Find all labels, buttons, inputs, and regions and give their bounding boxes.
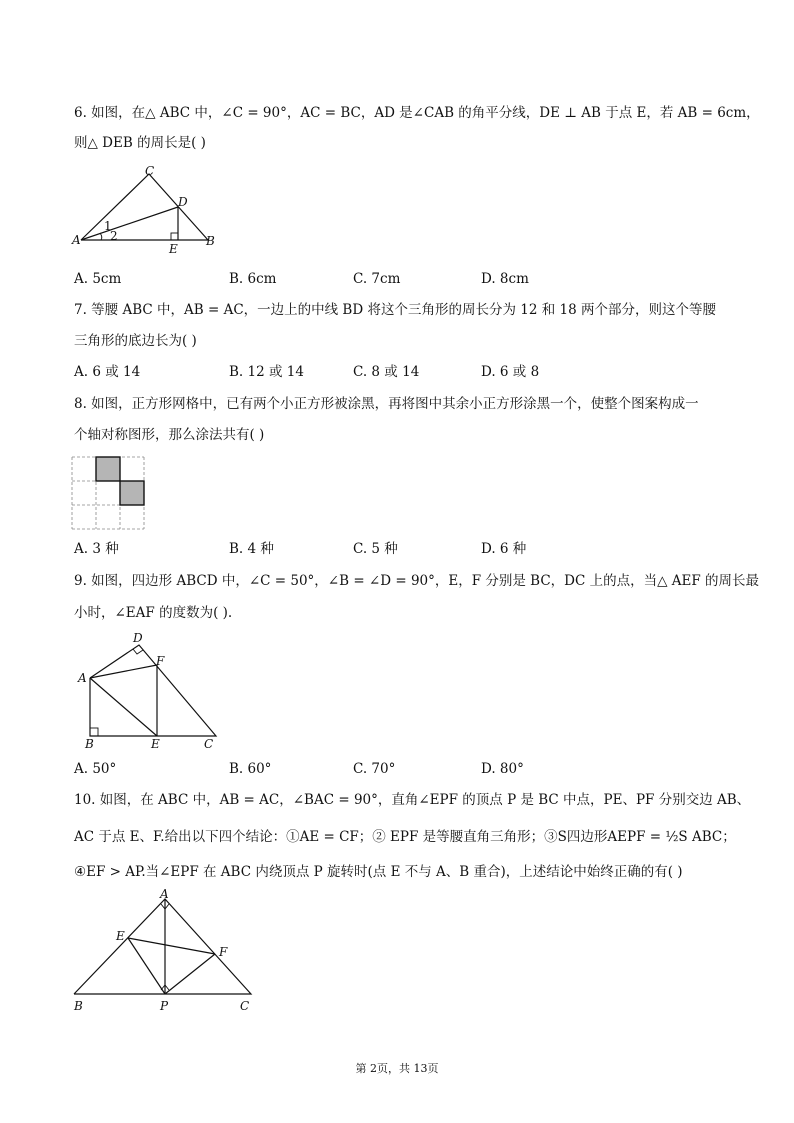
q6-stem-line1: 6. 如图，在△ ABC 中，∠C = 90°，AC = BC，AD 是∠CAB 的角平分线，DE ⊥ AB 于点 E，若 AB = 6cm， bbox=[74, 105, 760, 121]
q6-label-angle2: 2 bbox=[110, 229, 118, 243]
q6-label-C: C bbox=[145, 164, 155, 178]
q6-label-D: D bbox=[178, 195, 188, 209]
q6-label-B: B bbox=[206, 234, 215, 248]
q10-label-B: B bbox=[74, 999, 83, 1013]
q6-option-a[interactable]: A. 5cm bbox=[74, 271, 122, 287]
q9-label-E: E bbox=[151, 737, 160, 751]
q6-option-c[interactable]: C. 7cm bbox=[353, 271, 401, 287]
q6-label-A: A bbox=[72, 233, 81, 247]
q6-option-d[interactable]: D. 8cm bbox=[481, 271, 529, 287]
page-footer: 第 2页，共 13页 bbox=[355, 1062, 439, 1075]
q10-label-P: P bbox=[160, 999, 169, 1013]
q6-stem-line2: 则△ DEB 的周长是( ) bbox=[74, 135, 206, 151]
q7-option-d[interactable]: D. 6 或 8 bbox=[481, 364, 540, 380]
q9-option-d[interactable]: D. 80° bbox=[481, 761, 524, 777]
q7-option-c[interactable]: C. 8 或 14 bbox=[353, 364, 420, 380]
q9-label-D: D bbox=[133, 631, 143, 645]
q7-stem-line2: 三角形的底边长为( ) bbox=[74, 333, 197, 349]
q6-figure bbox=[70, 162, 230, 262]
q8-shaded-square-2 bbox=[120, 481, 144, 505]
q9-label-B: B bbox=[85, 737, 94, 751]
q10-stem-line3: ④EF > AP.当∠EPF 在 ABC 内绕顶点 P 旋转时(点 E 不与 A、B 重合)，上述结论中始终正确的有( ) bbox=[74, 864, 683, 880]
q8-shaded-square-1 bbox=[96, 457, 120, 481]
q10-label-E: E bbox=[116, 929, 125, 943]
q10-label-C: C bbox=[240, 999, 250, 1013]
q8-option-a[interactable]: A. 3 种 bbox=[74, 541, 119, 557]
q9-label-A: A bbox=[78, 671, 87, 685]
q10-stem-line2: AC 于点 E、F.给出以下四个结论：①AE = CF；② EPF 是等腰直角三角形；③S四边形AEPF = ½S ABC； bbox=[74, 829, 736, 845]
q9-figure bbox=[74, 628, 234, 753]
q8-option-b[interactable]: B. 4 种 bbox=[229, 541, 274, 557]
q7-option-b[interactable]: B. 12 或 14 bbox=[229, 364, 304, 380]
q9-option-b[interactable]: B. 60° bbox=[229, 761, 272, 777]
q8-grid-figure bbox=[72, 457, 146, 529]
q10-stem-line1: 10. 如图，在 ABC 中，AB = AC，∠BAC = 90°，直角∠EPF 的顶点 P 是 BC 中点，PE、PF 分别交边 AB、 bbox=[74, 792, 751, 808]
q8-option-d[interactable]: D. 6 种 bbox=[481, 541, 527, 557]
q8-stem-line1: 8. 如图，正方形网格中，已有两个小正方形被涂黑，再将图中其余小正方形涂黑一个，使整个图案构成一 bbox=[74, 396, 699, 412]
q9-stem-line2: 小时，∠EAF 的度数为( ). bbox=[74, 605, 233, 621]
q6-label-angle1: 1 bbox=[104, 219, 112, 233]
q8-stem-line2: 个轴对称图形，那么涂法共有( ) bbox=[74, 427, 265, 443]
q10-figure bbox=[70, 888, 260, 1013]
q9-stem-line1: 9. 如图，四边形 ABCD 中，∠C = 50°，∠B = ∠D = 90°，E，F 分别是 BC，DC 上的点，当△ AEF 的周长最 bbox=[74, 573, 760, 589]
q7-option-a[interactable]: A. 6 或 14 bbox=[74, 364, 141, 380]
q7-stem-line1: 7. 等腰 ABC 中，AB = AC，一边上的中线 BD 将这个三角形的周长分为 12 和 18 两个部分，则这个等腰 bbox=[74, 302, 716, 318]
q9-label-F: F bbox=[156, 654, 165, 668]
q9-option-a[interactable]: A. 50° bbox=[74, 761, 117, 777]
q6-option-b[interactable]: B. 6cm bbox=[229, 271, 277, 287]
q10-label-A: A bbox=[160, 887, 169, 901]
q10-label-F: F bbox=[219, 945, 228, 959]
q9-label-C: C bbox=[204, 737, 214, 751]
q9-option-c[interactable]: C. 70° bbox=[353, 761, 396, 777]
q6-label-E: E bbox=[169, 242, 178, 256]
q8-option-c[interactable]: C. 5 种 bbox=[353, 541, 398, 557]
